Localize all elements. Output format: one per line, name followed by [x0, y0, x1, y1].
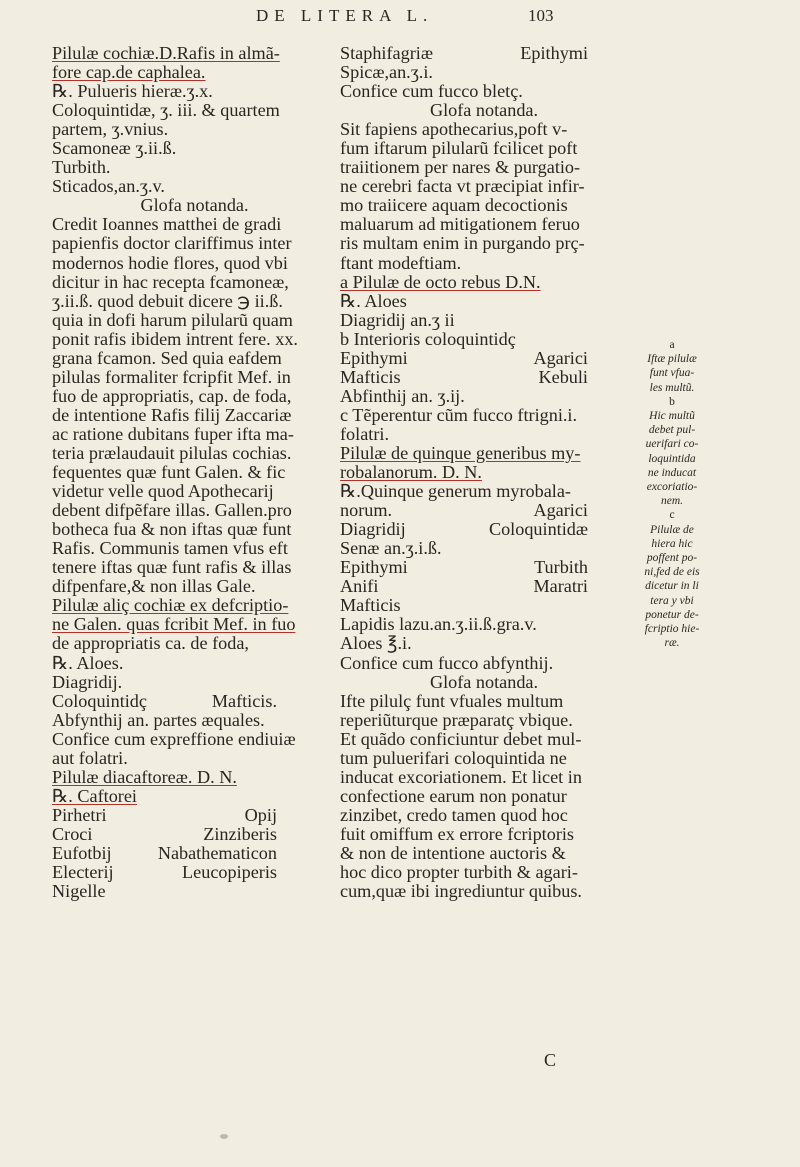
text-line: Spicæ,an.ʒ.i. — [340, 63, 433, 83]
text-line: uerifari co- — [645, 438, 699, 451]
text-line: poffent po- — [646, 552, 698, 565]
text-line: papienfis doctor clariffimus inter — [52, 234, 292, 254]
text-line: ℞.Quinque generum myrobala- — [340, 482, 571, 502]
text-cell: Opij — [244, 805, 277, 825]
text-line: ℞. Pulueris hieræ.ʒ.x. — [52, 82, 213, 102]
text-line: ne inducat — [647, 466, 697, 479]
text-line: Et quãdo conficiuntur debet mul- — [340, 729, 582, 749]
text-line: Glofa notanda. — [429, 101, 539, 121]
text-line-pair — [340, 520, 628, 539]
text-line: confectione earum non ponatur — [340, 786, 567, 806]
text-line-pair — [52, 806, 337, 825]
text-line: modernos hodie flores, quod vbi — [52, 253, 288, 273]
text-line: tenere iftas quæ funt rafis & illas — [52, 558, 292, 578]
text-cell: Agarici — [533, 348, 588, 368]
text-line: ræ. — [664, 637, 680, 650]
text-line: de intentione Rafis filij Zaccariæ — [52, 405, 292, 425]
text-line: grana fcamon. Sed quia eafdem — [52, 348, 282, 368]
text-line-pair — [52, 863, 337, 882]
text-cell: Nabathematicon — [157, 843, 277, 863]
text-line: Scamoneæ ʒ.ii.ß. — [52, 139, 177, 159]
text-line: inducat excoriationem. Et licet in — [340, 767, 582, 787]
text-line: c Tẽperentur cũm fucco ftrigni.i. — [340, 405, 578, 425]
text-line: botheca fua & non iftas quæ funt — [52, 520, 292, 540]
text-line: Diagridij. — [52, 672, 123, 692]
text-line: debet pul- — [648, 424, 696, 437]
text-line-pair — [340, 368, 628, 387]
text-line: videtur velle quod Apothecarij — [52, 482, 274, 502]
text-line: Hic multũ — [649, 410, 695, 423]
margin-note-key: c — [669, 509, 675, 522]
text-line: Confice cum expreffione endiuiæ — [52, 729, 296, 749]
text-cell: Leucopiperis — [182, 863, 277, 883]
text-line: fuit omiffum ex errore fcriptoris — [340, 824, 575, 844]
signature-mark: C — [544, 1050, 557, 1070]
text-line: Lapidis lazu.an.ʒ.ii.ß.gra.v. — [340, 615, 537, 635]
running-head: DE LITERA L. — [256, 6, 434, 25]
text-line: fcriptio hie- — [644, 623, 700, 636]
text-line: Aloes ℥.i. — [340, 634, 412, 654]
text-cell: Epithymi — [520, 44, 588, 63]
margin-notes — [632, 338, 712, 650]
text-line-pair — [340, 577, 628, 596]
text-cell: Kebuli — [538, 367, 588, 387]
text-cell: norum. — [340, 501, 393, 521]
text-line: debent difpẽfare illas. Gallen.pro — [52, 501, 292, 521]
text-cell: Eufotbij — [52, 843, 112, 863]
text-line: dicetur in li — [645, 580, 699, 593]
text-line: ftant modeftiam. — [340, 253, 462, 273]
text-line-pair — [340, 558, 628, 577]
rubric-heading: Pilulæ aliç cochiæ ex defcriptio- — [52, 596, 289, 616]
text-line: Iftæ pilulæ — [647, 353, 697, 366]
text-line: ne cerebri facta vt præcipiat infir- — [340, 177, 585, 197]
text-line: aut folatri. — [52, 748, 128, 768]
text-line: funt vfua- — [649, 367, 695, 380]
text-cell: Staphifagriæ — [340, 44, 433, 63]
text-line: ℞. Aloes. — [52, 653, 124, 673]
text-line: loquintida — [648, 452, 696, 465]
text-cell: Epithymi — [340, 558, 408, 578]
text-line-pair — [340, 44, 628, 63]
text-line: Credit Ioannes matthei de gradi — [52, 215, 282, 235]
text-cell: Epithymi — [340, 348, 408, 368]
page-header — [0, 6, 800, 36]
text-line: folatri. — [340, 424, 389, 444]
text-line: Senæ an.ʒ.i.ß. — [340, 539, 442, 559]
text-line: Abfynthij an. partes æquales. — [52, 710, 265, 730]
text-line: partem, ʒ.vnius. — [52, 120, 169, 140]
text-cell: Maratri — [533, 577, 588, 597]
text-line: fuo de appropriatis, cap. de foda, — [52, 386, 292, 406]
text-line-pair — [52, 692, 337, 711]
text-line: excoriatio- — [646, 481, 698, 494]
rubric-heading: ℞. Caftorei — [52, 786, 137, 806]
text-line: ni,fed de eis — [644, 566, 700, 579]
text-line-pair — [52, 825, 337, 844]
text-cell: Coloquintidæ — [488, 520, 588, 540]
text-line: ponit rafis ibidem intrent fere. xx. — [52, 329, 298, 349]
text-line: difpenfare,& non illas Gale. — [52, 577, 256, 597]
text-line: de appropriatis ca. de foda, — [52, 634, 249, 654]
rubric-heading: ne Galen. quas fcribit Mef. in fuo — [52, 615, 296, 635]
text-cell: Anifi — [340, 577, 379, 597]
text-line: maluarum ad mitigationem feruo — [340, 215, 580, 235]
text-line: ʒ.ii.ß. quod debuit dicere ℈ ii.ß. — [52, 291, 283, 311]
text-line: & non de intentione auctoris & — [340, 843, 566, 863]
text-line: Confice cum fucco abfynthij. — [340, 653, 554, 673]
right-text-column — [340, 44, 628, 901]
text-line: fum iftarum pilularũ fcilicet poft — [340, 139, 578, 159]
rubric-heading: a Pilulæ de octo rebus D.N. — [340, 272, 541, 292]
page-number: 103 — [528, 6, 554, 25]
text-line: mo traiicere aquam decoctionis — [340, 196, 568, 216]
text-line: Pilulæ de — [650, 523, 694, 536]
rubric-heading: fore cap.de caphalea. — [52, 63, 206, 83]
text-line: Ifte pilulç funt vfuales multum — [340, 691, 564, 711]
text-line: ac ratione dubitans fuper ifta ma- — [52, 424, 294, 444]
text-line: Coloquintidæ, ʒ. iii. & quartem — [52, 101, 280, 121]
text-line: teria prælaudauit pilulas cochias. — [52, 443, 292, 463]
text-line: nem. — [660, 495, 684, 508]
rubric-heading: Pilulæ cochiæ.D.Rafis in almã- — [52, 44, 280, 63]
text-cell: Mafticis — [340, 367, 401, 387]
text-line: Sticados,an.ʒ.v. — [52, 177, 165, 197]
text-line: Mafticis — [340, 596, 401, 616]
text-cell: Mafticis. — [211, 691, 277, 711]
text-cell: Electerij — [52, 863, 114, 883]
text-line: ris multam enim in purgando prç- — [340, 234, 585, 254]
text-line: ponetur de- — [645, 608, 699, 621]
text-line: quia in dofi harum pilularũ quam — [52, 310, 293, 330]
text-line: b Interioris coloquintidç — [340, 329, 516, 349]
text-line-pair — [340, 501, 628, 520]
text-line: reperiũturque præparatç vbique. — [340, 710, 573, 730]
text-line-pair — [52, 844, 337, 863]
text-line: Abfinthij an. ʒ.ij. — [340, 386, 465, 406]
text-line: tum puluerifari coloquintida ne — [340, 748, 567, 768]
text-cell: Turbith — [534, 558, 588, 578]
text-cell: Pirhetri — [52, 805, 107, 825]
left-text-column — [52, 44, 337, 901]
text-line: zinzibet, credo tamen quod hoc — [340, 805, 568, 825]
text-line: ℞. Aloes — [340, 291, 407, 311]
text-line: traiitionem per nares & purgatio- — [340, 158, 581, 178]
text-line: Sit fapiens apothecarius,poft v- — [340, 120, 568, 140]
text-cell: Agarici — [533, 501, 588, 521]
text-line: pilulas formaliter fcripfit Mef. in — [52, 367, 291, 387]
text-line: Turbith. — [52, 158, 111, 178]
text-cell: Croci — [52, 824, 93, 844]
margin-note-key: a — [669, 339, 675, 351]
text-line: Rafis. Communis tamen vfus eft — [52, 539, 288, 559]
rubric-heading: robalanorum. D. N. — [340, 463, 482, 483]
ink-smudge — [220, 1134, 228, 1139]
text-line: Confice cum fucco bletç. — [340, 82, 523, 102]
margin-note-key: b — [669, 395, 675, 408]
text-line-pair — [340, 349, 628, 368]
text-line: Diagridij an.ʒ ii — [340, 310, 455, 330]
text-cell: Diagridij — [340, 520, 406, 540]
text-line: dicitur in hac recepta fcamoneæ, — [52, 272, 289, 292]
text-cell: Coloquintidç — [52, 691, 147, 711]
rubric-heading: Pilulæ diacaftoreæ. D. N. — [52, 767, 237, 787]
text-line: tera y vbi — [650, 594, 694, 607]
text-line: hoc dico propter turbith & agari- — [340, 863, 578, 883]
text-line: fequentes quæ funt Galen. & fic — [52, 463, 286, 483]
text-cell: Zinziberis — [203, 824, 277, 844]
text-line: hiera hic — [651, 537, 693, 550]
text-line: Nigelle — [52, 882, 106, 902]
text-line: les multũ. — [649, 381, 695, 394]
text-line: Glofa notanda. — [140, 196, 249, 216]
text-line: Glofa notanda. — [429, 672, 539, 692]
rubric-heading: Pilulæ de quinque generibus my- — [340, 443, 581, 463]
text-line: cum,quæ ibi ingrediuntur quibus. — [340, 882, 582, 902]
